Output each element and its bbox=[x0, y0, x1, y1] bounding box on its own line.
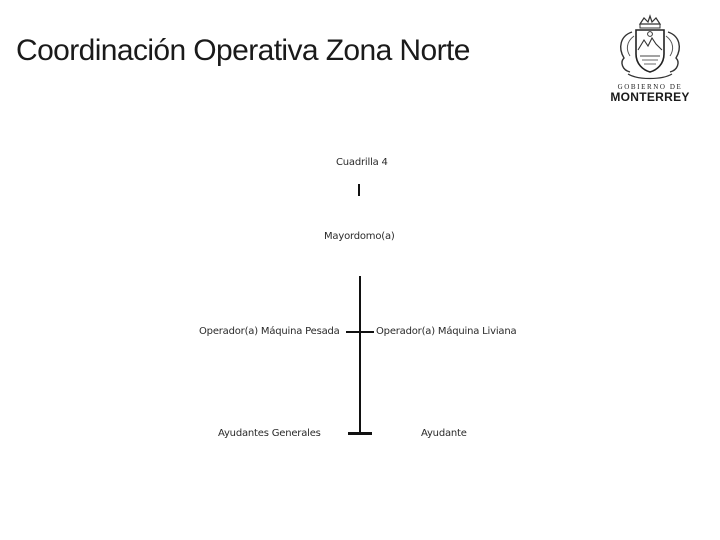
node-operador-pesada: Operador(a) Máquina Pesada bbox=[199, 326, 340, 337]
logo-text-monterrey: MONTERREY bbox=[610, 90, 690, 104]
node-ayudante: Ayudante bbox=[421, 428, 467, 439]
connector-trunk bbox=[359, 276, 361, 435]
connector-operators bbox=[346, 331, 374, 333]
node-ayudantes-generales: Ayudantes Generales bbox=[218, 428, 321, 439]
page-title: Coordinación Operativa Zona Norte bbox=[16, 34, 470, 67]
logo-text-small: GOBIERNO DE bbox=[617, 83, 683, 91]
node-operador-liviana: Operador(a) Máquina Liviana bbox=[376, 326, 517, 337]
connector-helpers bbox=[348, 432, 372, 435]
node-cuadrilla: Cuadrilla 4 bbox=[336, 157, 388, 168]
connector-crew-lead bbox=[358, 184, 360, 196]
node-mayordomo: Mayordomo(a) bbox=[324, 231, 395, 242]
